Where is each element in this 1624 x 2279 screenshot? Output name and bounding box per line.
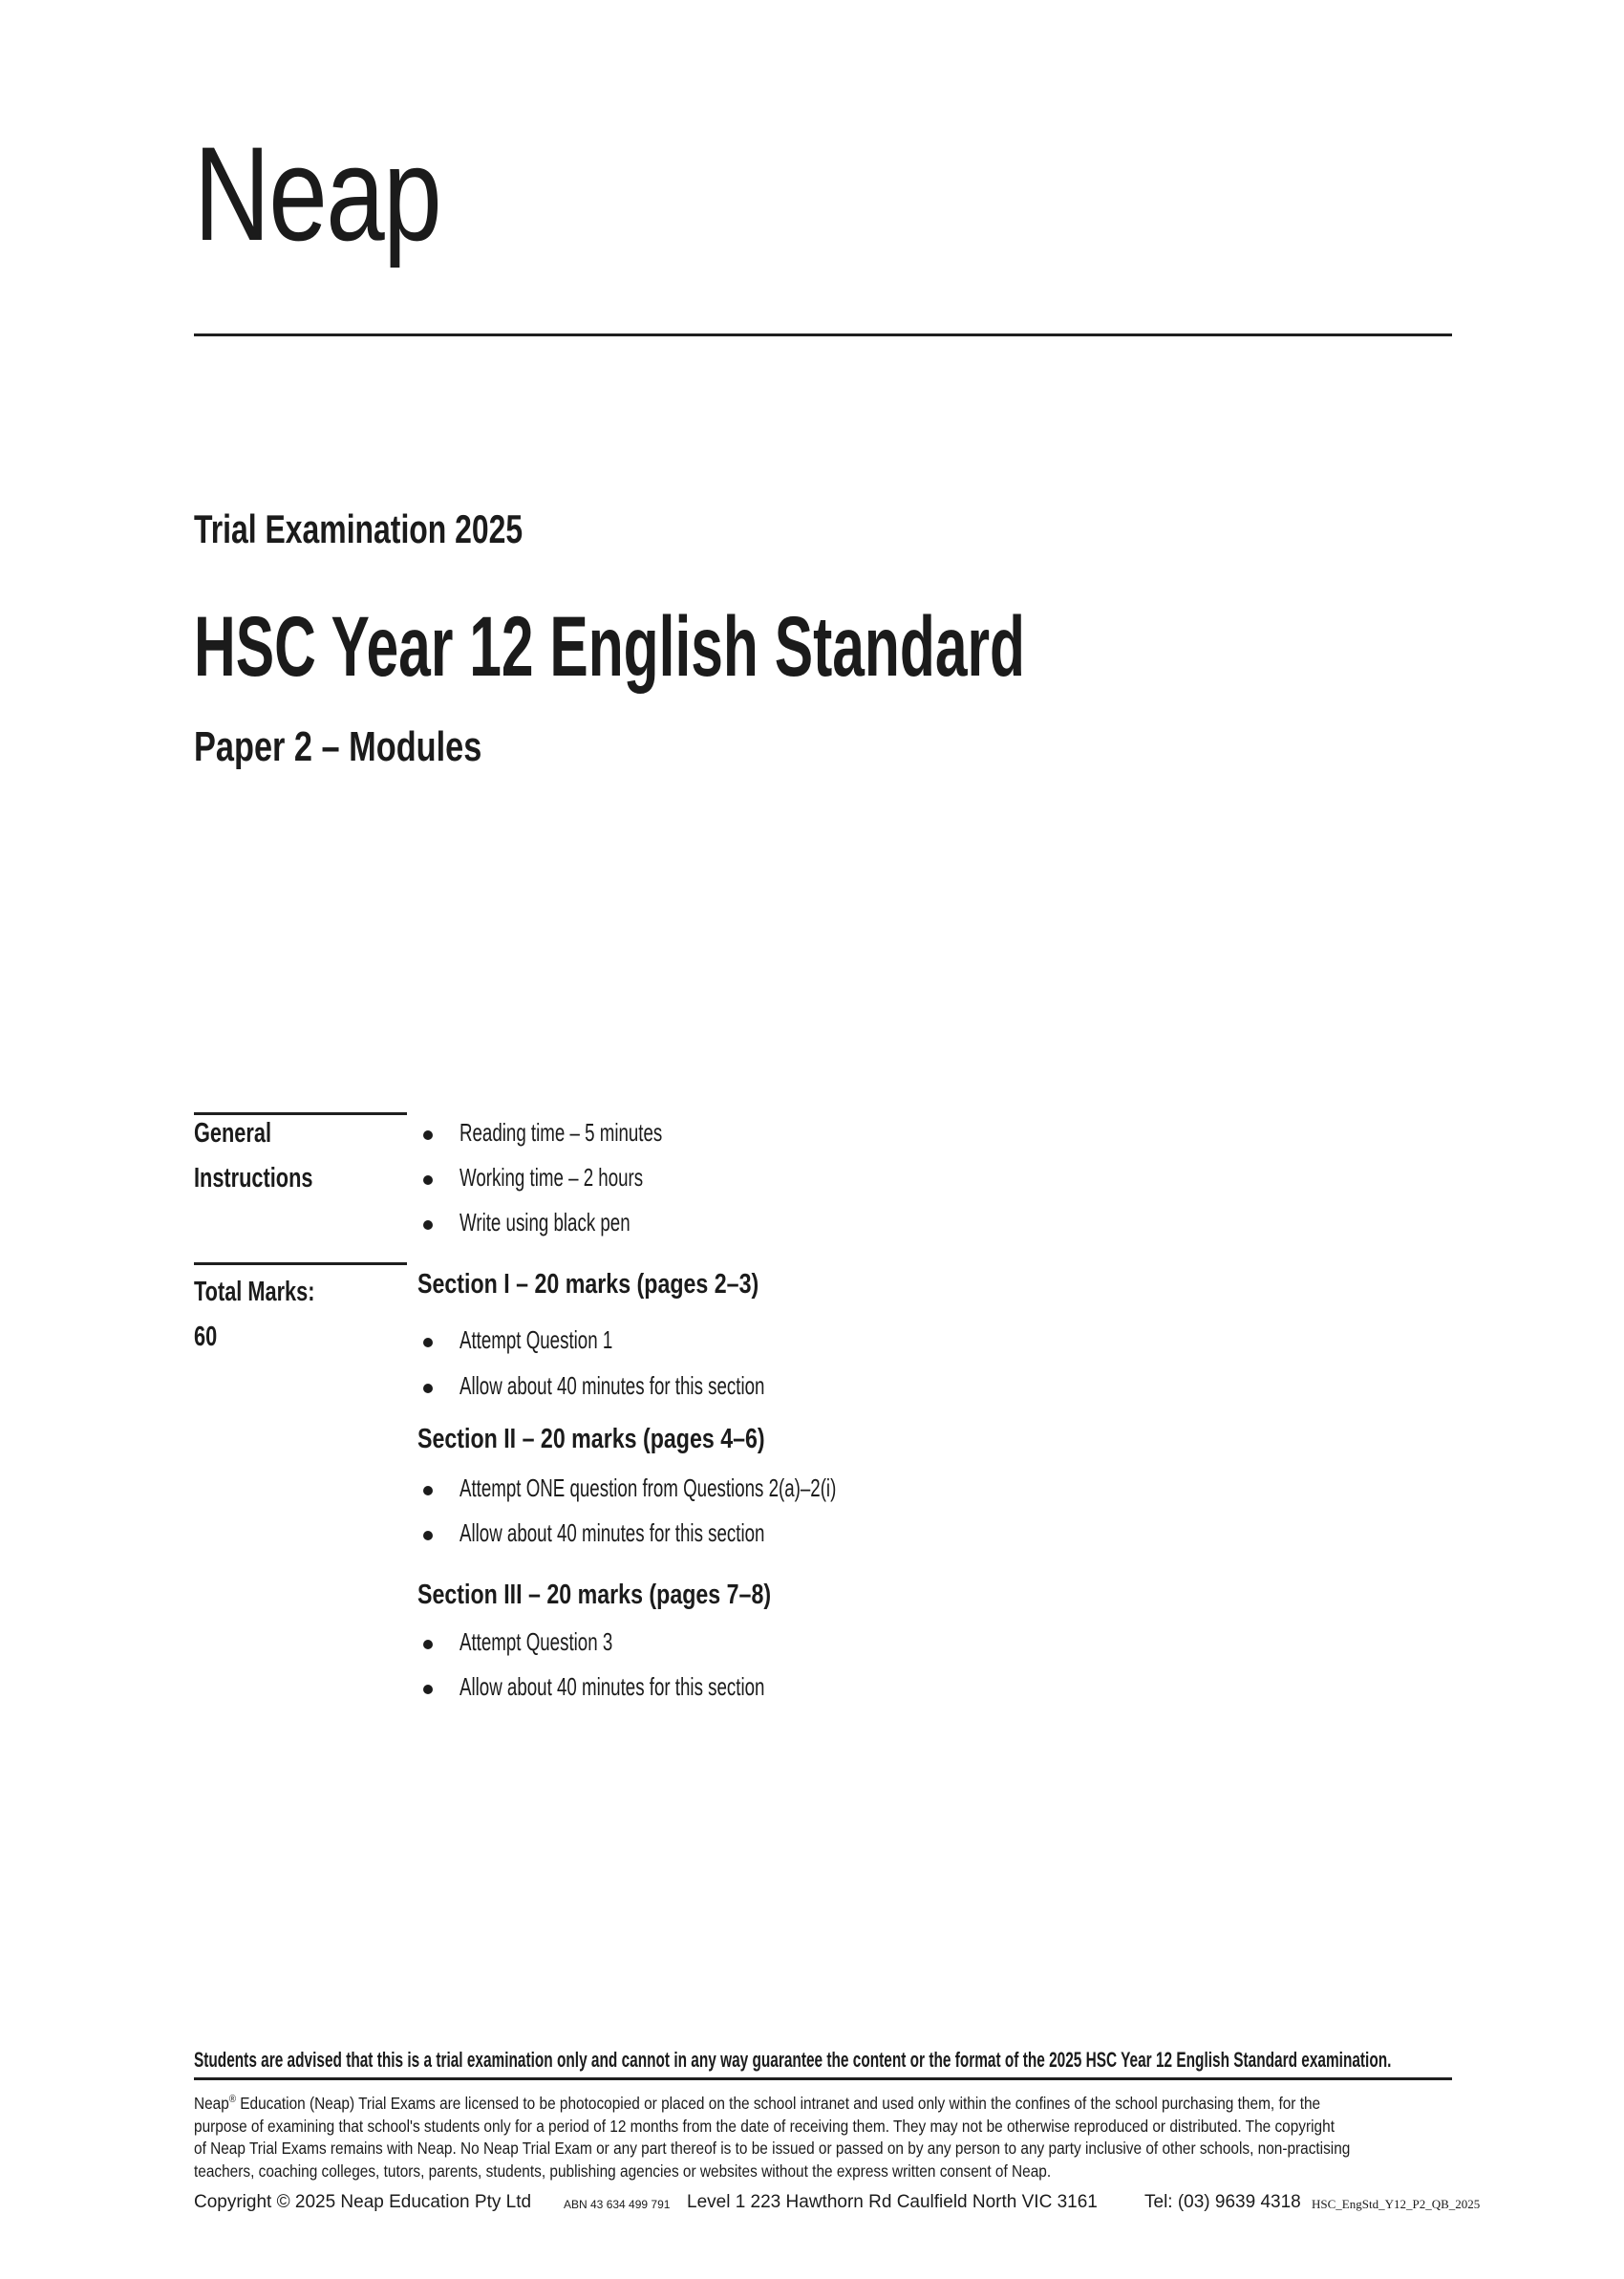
bullet-icon bbox=[423, 1338, 433, 1347]
section-item: Attempt Question 3 bbox=[423, 1629, 673, 1654]
section-item: Allow about 40 minutes for this section bbox=[423, 1520, 884, 1545]
page-title: HSC Year 12 English Standard bbox=[194, 598, 1026, 694]
bullet-icon bbox=[423, 1220, 433, 1230]
general-instruction-item: Write using black pen bbox=[423, 1210, 696, 1235]
license-line: purpose of examining that school's students only for a period of 12 months from the date of receiving them. They may not be otherwise reproduced or distributed. The copyright bbox=[194, 2116, 1335, 2136]
bullet-icon bbox=[423, 1640, 433, 1649]
section-heading: Section II – 20 marks (pages 4–6) bbox=[417, 1424, 765, 1454]
section-item: Attempt Question 1 bbox=[423, 1327, 673, 1352]
general-instructions-label-line2: Instructions bbox=[194, 1163, 313, 1193]
license-paragraph bbox=[194, 2093, 1507, 2183]
abn-text: ABN 43 634 499 791 bbox=[564, 2198, 671, 2211]
exam-round-title: Trial Examination 2025 bbox=[194, 506, 524, 551]
section-heading: Section I – 20 marks (pages 2–3) bbox=[417, 1269, 759, 1300]
license-line: of Neap Trial Exams remains with Neap. No Neap Trial Exam or any part thereof is to be issued or passed on by any person to any party inclusive of other schools, non-practising bbox=[194, 2139, 1351, 2159]
bullet-icon bbox=[423, 1175, 433, 1185]
copyright-text: Copyright © 2025 Neap Education Pty Ltd bbox=[194, 2192, 532, 2212]
bullet-icon bbox=[423, 1685, 433, 1694]
section-heading: Section III – 20 marks (pages 7–8) bbox=[417, 1580, 772, 1610]
general-instruction-item: Working time – 2 hours bbox=[423, 1165, 715, 1190]
general-instructions-rule bbox=[194, 1112, 407, 1115]
total-marks-value: 60 bbox=[194, 1322, 218, 1352]
bullet-icon bbox=[423, 1486, 433, 1495]
section-item: Allow about 40 minutes for this section bbox=[423, 1674, 884, 1699]
neap-logo-text: Neap bbox=[194, 118, 441, 269]
license-line1-rest: Education (Neap) Trial Exams are licensed to be photocopied or placed on the school intranet and used only within the confines of the school purchasing them, for the bbox=[235, 2094, 1321, 2113]
section-item: Attempt ONE question from Questions 2(a)–2(i) bbox=[423, 1475, 983, 1500]
paper-subtitle: Paper 2 – Modules bbox=[194, 723, 482, 770]
license-name: Neap bbox=[194, 2094, 229, 2113]
section-item: Allow about 40 minutes for this section bbox=[423, 1373, 884, 1398]
doc-code: HSC_EngStd_Y12_P2_QB_2025 bbox=[1312, 2197, 1481, 2211]
license-line bbox=[194, 2093, 1350, 2116]
tel-text: Tel: (03) 9639 4318 bbox=[1144, 2192, 1301, 2212]
advisory-note: Students are advised that this is a trial examination only and cannot in any way guarantee the content or the format of the 2025 HSC Year 12 English Standard examination. bbox=[194, 2048, 1392, 2072]
registered-trademark-icon: ® bbox=[228, 2094, 236, 2106]
bullet-icon bbox=[423, 1531, 433, 1540]
bullet-icon bbox=[423, 1130, 433, 1140]
total-marks-label: Total Marks: bbox=[194, 1277, 315, 1307]
address-text: Level 1 223 Hawthorn Rd Caulfield North VIC 3161 bbox=[687, 2192, 1098, 2212]
total-marks-rule bbox=[194, 1262, 407, 1265]
license-line: teachers, coaching colleges, tutors, parents, students, publishing agencies or websites without the express written consent of Neap. bbox=[194, 2161, 1052, 2182]
bullet-icon bbox=[423, 1384, 433, 1393]
general-instruction-item: Reading time – 5 minutes bbox=[423, 1120, 741, 1145]
footer-rule bbox=[194, 2077, 1452, 2080]
general-instructions-label-line1: General bbox=[194, 1118, 271, 1149]
neap-logo bbox=[194, 118, 506, 269]
header-rule bbox=[194, 333, 1452, 336]
